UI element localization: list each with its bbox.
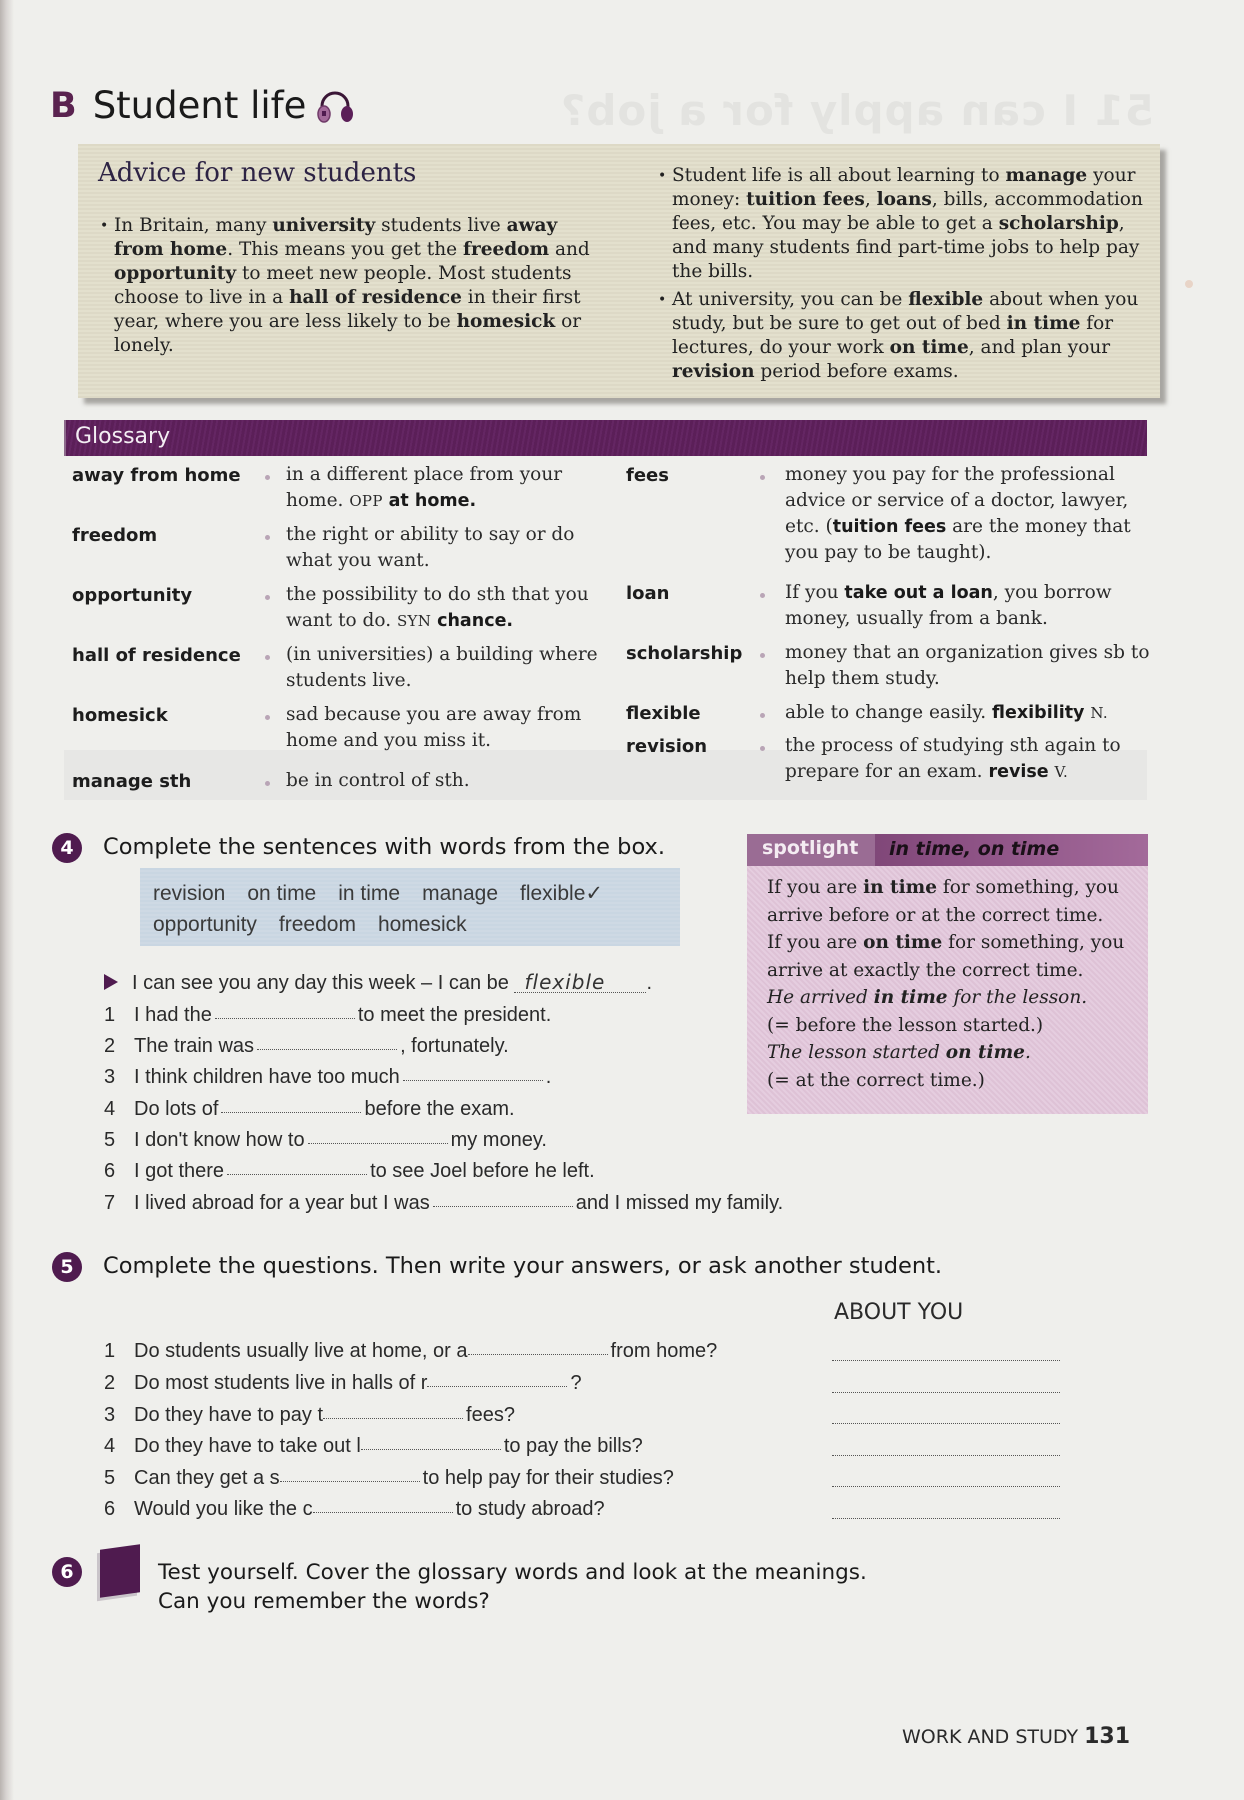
word-option: in time [338,882,401,905]
glossary-definition: (in universities) a building where students live. [286,644,598,691]
bullet-dot-icon [265,475,270,480]
glossary-term: opportunity [72,585,193,606]
paper-speck [1185,280,1193,288]
bullet-dot-icon [265,715,270,720]
exercise-instruction: Complete the questions. Then write your answers, or ask another student. [103,1253,943,1279]
bullet-dot-icon [265,535,270,540]
bullet-dot-icon [265,595,270,600]
word-option: manage [422,882,498,905]
glossary-header [64,420,1147,456]
glossary-definition: the right or ability to say or do what you want. [286,524,575,571]
glossary-title: Glossary [75,424,171,449]
about-you-answer-line[interactable] [832,1360,1060,1361]
page-number: 131 [1084,1724,1131,1749]
glossary-definition: money that an organization gives sb to help them study. [785,642,1150,689]
glossary-term: loan [626,583,670,604]
glossary-term: fees [626,465,669,486]
show-through-text: 51 I can apply for a job? [560,86,1155,135]
advice-box [78,144,1160,398]
exercise-number-badge: 6 [52,1557,82,1587]
exercise-number-badge: 5 [52,1252,82,1282]
glossary-definition: in a different place from your home. OPP at home. [286,464,563,511]
glossary-definition: money you pay for the professional advice or service of a doctor, lawyer, etc. (tuition fees are the money that you pay to be taught). [785,464,1131,563]
glossary-entry [626,465,669,486]
word-option: on time [247,882,317,905]
about-you-answer-line[interactable] [832,1392,1060,1393]
section-title: Student life [92,84,307,127]
glossary-term: freedom [72,525,158,546]
bullet-dot-icon [265,655,270,660]
section-heading [50,84,356,127]
glossary-entry [626,583,670,604]
answer-blank[interactable] [313,1512,453,1513]
advice-paragraph: • Student life is all about learning to manage your money: tuition fees, loans, bills, accommodation fees, etc. You may be able to get a scholarship, and many students find part-time jobs to help pay the bills. [658,164,1148,284]
exercise-instruction: Test yourself. Cover the glossary words and look at the meanings. Can you remember the words? [158,1560,867,1614]
about-you-answer-line[interactable] [832,1518,1060,1519]
glossary-entry [72,465,241,486]
about-you-answer-line[interactable] [832,1423,1060,1424]
glossary-entry [626,703,701,724]
glossary-definition: able to change easily. flexibility N. [785,702,1108,723]
exercise-item: 2 The train was , fortunately. [104,1035,509,1057]
answer-blank[interactable] [433,1206,573,1207]
word-option: revision [153,882,226,905]
spotlight-tag: spotlight [747,834,875,866]
glossary-entry [72,705,168,726]
glossary-term: homesick [72,705,168,726]
answer-blank[interactable] [308,1143,448,1144]
glossary-term: hall of residence [72,645,241,666]
page-binding-edge [0,0,14,1800]
about-you-answer-line[interactable] [832,1455,1060,1456]
glossary-entry [72,771,191,792]
answer-blank[interactable] [280,1481,420,1482]
glossary-term: scholarship [626,643,743,664]
play-arrow-icon [104,974,118,990]
about-you-answer-line[interactable] [832,1486,1060,1487]
bullet-dot-icon [265,781,270,786]
exercise-instruction: Complete the sentences with words from the box. [103,834,665,860]
question-item: 6 Would you like the c to study abroad? [104,1498,605,1520]
glossary-entry [626,643,742,664]
spotlight-title: in time, on time [889,838,1060,860]
about-you-label: ABOUT YOU [834,1300,964,1325]
headphones-icon[interactable] [314,88,356,124]
section-letter: B [50,85,77,126]
answer-blank[interactable] [215,1018,355,1019]
bullet-dot-icon [760,653,765,658]
question-item: 5 Can they get a s to help pay for their studies? [104,1467,674,1489]
word-option: homesick [377,913,467,936]
cover-book-icon [100,1544,140,1598]
glossary-definition: be in control of sth. [286,770,470,791]
advice-column-right [658,164,1148,388]
question-item: 4 Do they have to take out l to pay the bills? [104,1435,643,1457]
glossary-definition: the possibility to do sth that you want to do. SYN chance. [286,584,589,631]
glossary-definition: sad because you are away from home and you miss it. [286,704,582,751]
answer-blank[interactable] [257,1049,397,1050]
answer-blank[interactable] [227,1174,367,1175]
glossary-entry [72,645,241,666]
glossary-term: revision [626,736,708,757]
glossary-entry [626,736,707,757]
bullet-dot-icon [760,746,765,751]
glossary-definition: If you take out a loan, you borrow money, usually from a bank. [785,582,1112,629]
exercise-item: 3 I think children have too much . [104,1066,552,1088]
exercise-item: 5 I don't know how to my money. [104,1129,547,1151]
question-item: 2 Do most students live in halls of r ? [104,1372,582,1394]
exercise-item: 7 I lived abroad for a year but I was and I missed my family. [104,1192,784,1214]
advice-column-left [100,214,610,362]
answer-blank[interactable] [403,1080,543,1081]
word-option: freedom [278,913,356,936]
glossary-term: away from home [72,465,241,486]
word-box [140,868,680,946]
word-option: opportunity [153,913,257,936]
answer-blank[interactable] [468,1354,608,1355]
example-sentence: I can see you any day this week – I can be flexible . [104,972,652,995]
spotlight-box [747,834,1148,1114]
glossary-term: flexible [626,703,701,724]
bullet-dot-icon [760,475,765,480]
glossary-entry [72,585,192,606]
answer-blank[interactable] [361,1449,501,1450]
answer-blank[interactable] [221,1112,361,1113]
glossary-definition: the process of studying sth again to prepare for an exam. revise V. [785,735,1121,782]
question-item: 3 Do they have to pay t fees? [104,1404,515,1426]
glossary-term: manage sth [72,771,192,792]
advice-paragraph: • In Britain, many university students live away from home. This means you get the freedom and opportunity to meet new people. Most students choose to live in a hall of residence in their first year, where you are less likely to be homesick or lonely. [100,214,610,358]
bullet-dot-icon [760,713,765,718]
exercise-item: 1 I had the to meet the president. [104,1004,552,1026]
glossary-entry [72,525,157,546]
advice-title: Advice for new students [98,158,417,188]
answer-blank[interactable] [323,1418,463,1419]
page-footer [902,1724,1130,1749]
spotlight-header [747,834,1148,866]
exercise-item: 6 I got there to see Joel before he left. [104,1160,595,1182]
footer-label: WORK AND STUDY [902,1726,1079,1748]
example-answer: flexible [514,972,646,993]
answer-blank[interactable] [427,1386,567,1387]
spotlight-body: If you are in time for something, you arrive before or at the correct time. If you are on time for something, you arrive at exactly the correct time. He arrived in time for the lesson. (= before the lesson started.) The lesson started on time. (= at the correct time.) [767,877,1125,1091]
question-item: 1 Do students usually live at home, or a from home? [104,1340,718,1362]
bullet-dot-icon [760,593,765,598]
exercise-item: 4 Do lots of before the exam. [104,1098,515,1120]
word-option: flexible✓ [520,882,603,905]
exercise-number-badge: 4 [52,833,82,863]
advice-paragraph: • At university, you can be flexible about when you study, but be sure to get out of bed in time for lectures, do your work on time, and plan your revision period before exams. [658,288,1148,384]
